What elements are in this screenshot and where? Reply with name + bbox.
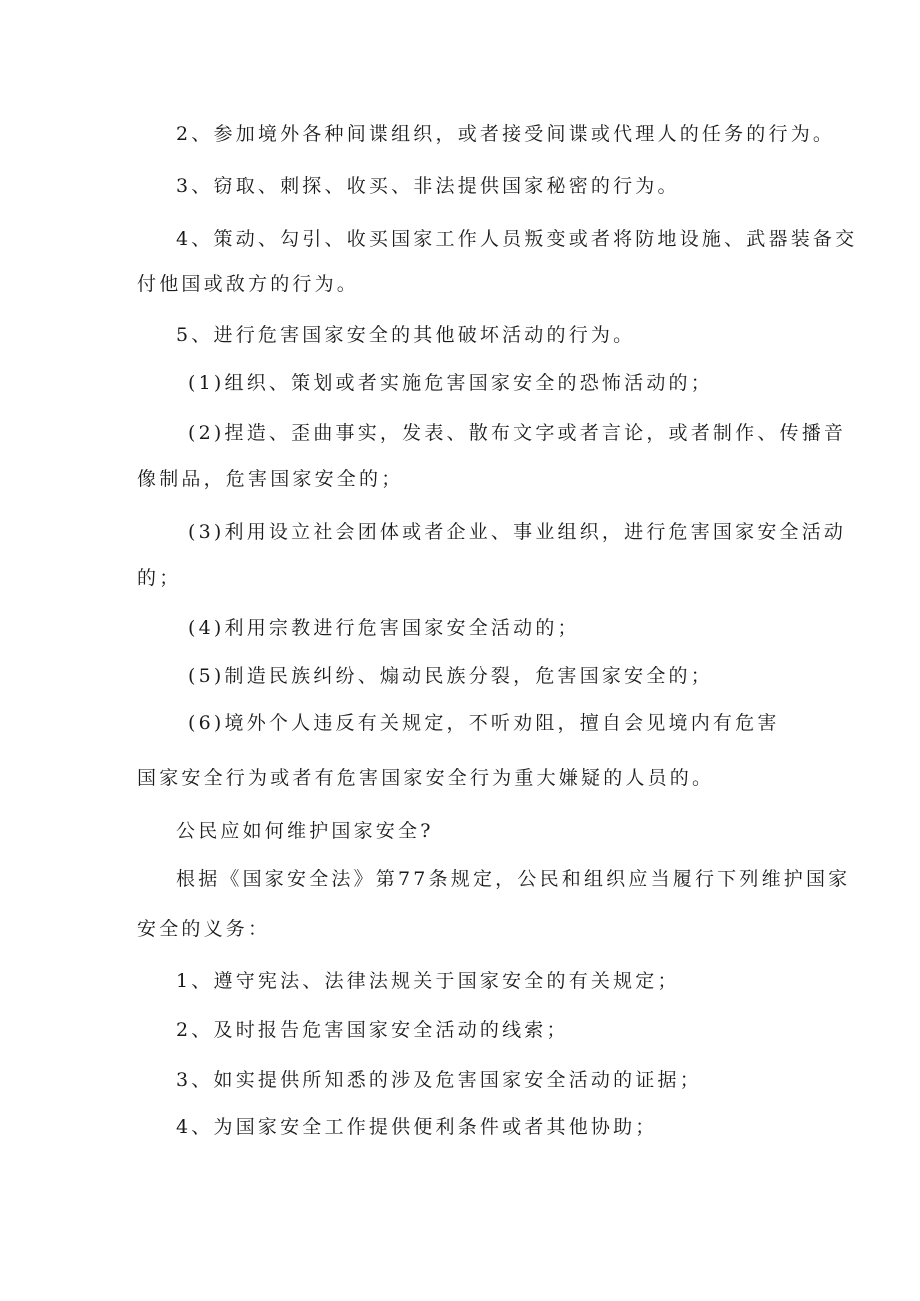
duty-item-1: 1、遵守宪法、法律法规关于国家安全的有关规定；	[176, 970, 680, 992]
paragraph-item-4: 4、策动、勾引、收买国家工作人员叛变或者将防地设施、武器装备交	[176, 228, 858, 250]
subitem-5: (5)制造民族纠纷、煽动民族分裂，危害国家安全的；	[188, 665, 713, 687]
paragraph-item-3: 3、窃取、刺探、收买、非法提供国家秘密的行为。	[176, 175, 680, 197]
subitem-3: (3)利用设立社会团体或者企业、事业组织，进行危害国家安全活动	[188, 521, 847, 543]
subitem-1: (1)组织、策划或者实施危害国家安全的恐怖活动的；	[188, 372, 713, 394]
duty-item-2: 2、及时报告危害国家安全活动的线索；	[176, 1019, 569, 1041]
section-question: 公民应如何维护国家安全?	[176, 820, 434, 842]
paragraph-item-5: 5、进行危害国家安全的其他破坏活动的行为。	[176, 324, 636, 346]
subitem-6-continuation: 国家安全行为或者有危害国家安全行为重大嫌疑的人员的。	[137, 767, 715, 789]
paragraph-item-2: 2、参加境外各种间谍组织，或者接受间谍或代理人的任务的行为。	[176, 123, 836, 145]
subitem-4: (4)利用宗教进行危害国家安全活动的；	[188, 617, 580, 639]
subitem-2-continuation: 像制品，危害国家安全的；	[137, 468, 404, 490]
duty-item-3: 3、如实提供所知悉的涉及危害国家安全活动的证据；	[176, 1069, 702, 1091]
paragraph-law-citation: 根据《国家安全法》第77条规定，公民和组织应当履行下列维护国家	[176, 868, 851, 890]
subitem-3-continuation: 的；	[137, 567, 182, 589]
subitem-6: (6)境外个人违反有关规定，不听劝阻，擅自会见境内有危害	[188, 712, 780, 734]
paragraph-item-4-continuation: 付他国或敌方的行为。	[137, 273, 360, 295]
subitem-2: (2)捏造、歪曲事实，发表、散布文字或者言论，或者制作、传播音	[188, 422, 847, 444]
paragraph-law-citation-continuation: 安全的义务：	[137, 918, 271, 940]
duty-item-4: 4、为国家安全工作提供便利条件或者其他协助；	[176, 1116, 658, 1138]
